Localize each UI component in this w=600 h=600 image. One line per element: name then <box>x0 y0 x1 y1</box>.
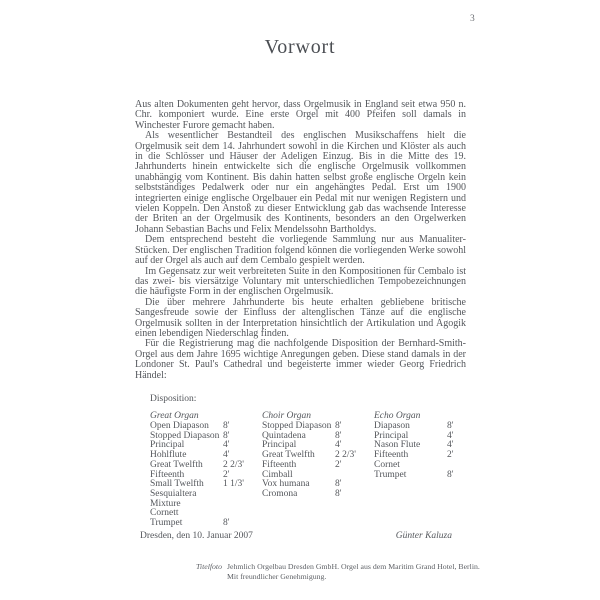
stop-value: 2' <box>447 450 454 461</box>
stop-name: Sesquialtera <box>150 488 197 499</box>
title-photo-credit <box>196 562 526 581</box>
disposition-table <box>150 411 470 529</box>
stop-name: Cornet <box>374 459 400 470</box>
stop-value: 8' <box>223 421 230 431</box>
stop-name: Principal <box>150 440 185 451</box>
stop-name: Nason Flute <box>374 440 421 451</box>
stop-value <box>223 500 253 510</box>
stop-name: Fifteenth <box>262 459 297 470</box>
stop-name: Mixture <box>150 498 181 509</box>
stop-name: Principal <box>374 430 409 441</box>
stop-value: 4' <box>223 440 230 451</box>
stop-name: Fifteenth <box>150 469 185 480</box>
signoff <box>140 531 452 541</box>
stop-value <box>223 490 253 500</box>
stop-value: 8' <box>223 518 230 529</box>
paragraph: Im Gegensatz zur weit verbreiteten Suite in den Kompositionen für Cembalo ist das zwei- bis viersätzige Voluntary mit unterschiedlichen Tempobezeichnungen die häufigste Form in der englischen Orgelmusik. <box>135 265 466 298</box>
echo-organ-column <box>374 411 477 529</box>
stop-value: 2 2/3' <box>223 459 244 470</box>
column-header: Echo Organ <box>374 411 421 421</box>
stop-value: 8' <box>335 430 342 441</box>
stop-value: 2 2/3' <box>335 450 356 461</box>
body-text <box>135 100 466 381</box>
author-signature: Günter Kaluza <box>395 531 452 541</box>
stop-name: Trumpet <box>374 469 407 480</box>
stop-name: Vox humana <box>262 479 310 490</box>
footer-credit <box>227 562 480 581</box>
stop-row <box>374 471 477 481</box>
choir-organ-column <box>262 411 365 529</box>
stop-name: Hohlflute <box>150 450 187 461</box>
stop-row <box>262 490 365 500</box>
stop-value: 1 1/3' <box>223 479 244 490</box>
footer-credit-line1: Jehmlich Orgelbau Dresden GmbH. Orgel aus dem Maritim Grand Hotel, Berlin. <box>227 562 480 571</box>
stop-name: Stopped Diapason <box>150 430 220 441</box>
stop-name: Cromona <box>262 488 298 499</box>
paragraph: Dem entsprechend besteht die vorliegende Sammlung nur aus Manualiter-Stücken. Der englischen Tradition folgend können die vorliegenden Werke sowohl auf der Orgel als auch auf dem Cembalo gespielt werden. <box>135 234 466 267</box>
stop-value: 4' <box>223 450 230 461</box>
paragraph: Für die Registrierung mag die nachfolgende Disposition der Bernhard-Smith-Orgel aus dem Jahre 1695 wichtige Anregungen geben. Diese stand damals in der Londoner St. Paul's Cathedral und begeisterte immer wieder Georg Friedrich Händel: <box>135 338 466 381</box>
stop-value: 8' <box>447 421 454 431</box>
stop-value: 8' <box>335 421 342 431</box>
column-header: Choir Organ <box>262 411 312 421</box>
stop-value: 4' <box>335 440 342 451</box>
stop-value: 4' <box>447 440 454 451</box>
disposition-label: Disposition: <box>150 394 197 404</box>
stop-name: Quintadena <box>262 430 306 441</box>
stop-name: Fifteenth <box>374 450 409 461</box>
paragraph: Als wesentlicher Bestandteil des englischen Musikschaffens hielt die Orgelmusik seit dem 14. Jahrhundert sowohl in die Kirchen und Klöster als auch in die Schlösser und Häuser der Adeligen Einzug. Bis in die Mitte des 19. Jahrhunderts hinein entwickelte sich die englische Orgelmusik vollkommen unabhängig vom Kontinent. Bis dahin hatten selbst große englische Orgeln kein selbstständiges Pedalwerk oder nur ein angehängtes Pedal. Erst um 1900 integrierten einige englische Orgelbauer ein Pedal mit nur wenigen Registern und vielen Koppeln. Den Anstoß zu dieser Entwicklung gab das wachsende Interesse der Briten an der Orgelmusik des Kontinents, besonders an den Orgelwerken Johann Sebastian Bachs und Felix Mendelssohn Bartholdys. <box>135 130 466 235</box>
great-organ-column <box>150 411 253 529</box>
stop-name: Cimball <box>262 469 293 480</box>
column-header: Great Organ <box>150 411 199 421</box>
stop-value: 2' <box>335 459 342 470</box>
stop-value: 8' <box>335 479 342 490</box>
disposition-section <box>150 394 470 529</box>
page-number: 3 <box>470 14 475 24</box>
stop-value: 8' <box>223 430 230 441</box>
footer-credit-line2: Mit freundlicher Genehmigung. <box>227 571 327 581</box>
footer-label: Titelfoto <box>196 562 222 571</box>
stop-name: Open Diapason <box>150 421 209 431</box>
stop-name: Stopped Diapason <box>262 421 332 431</box>
stop-value: 2' <box>223 469 230 480</box>
stop-name: Trumpet <box>150 518 183 529</box>
stop-value: 8' <box>335 488 342 499</box>
stop-name: Principal <box>262 440 297 451</box>
stop-name: Cornett <box>150 508 179 519</box>
stop-name: Diapason <box>374 421 410 431</box>
stop-name: Great Twelfth <box>262 450 315 461</box>
stop-name: Great Twelfth <box>150 459 203 470</box>
stop-value: 8' <box>447 469 454 480</box>
place-date: Dresden, den 10. Januar 2007 <box>140 531 253 541</box>
stop-row <box>150 519 253 529</box>
paragraph: Aus alten Dokumenten geht hervor, dass Orgelmusik in England seit etwa 950 n. Chr. komponiert wurde. Eine erste Orgel mit 400 Pfeifen soll damals in Winchester Furore gemacht haben. <box>135 99 466 131</box>
stop-value: 4' <box>447 430 454 441</box>
page-title: Vorwort <box>264 36 336 58</box>
stop-name: Small Twelfth <box>150 479 204 490</box>
paragraph: Die über mehrere Jahrhunderte bis heute erhalten gebliebene britische Sangesfreude sowie der Einfluss der altenglischen Tänze auf die englische Orgelmusik sollten in der Interpretation hinsichtlich der Artikulation und Agogik einen lebendigen Niederschlag finden. <box>135 296 466 339</box>
